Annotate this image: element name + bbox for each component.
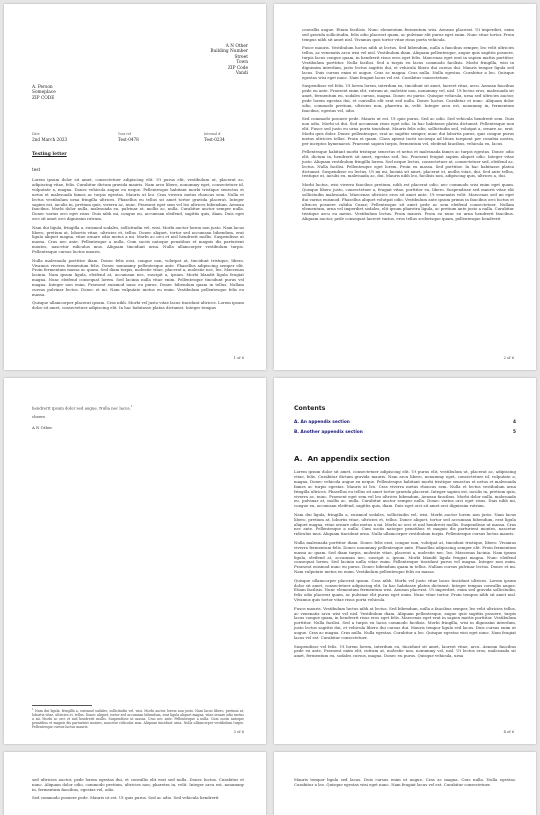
sender-line: Street — [234, 54, 248, 60]
appendix-page — [274, 378, 536, 744]
paragraph: Fusce mauris. Vestibulum luctus nibh at lectus. Sed bibendum, nulla a faucibus semper, leo velit ultricies tellus, ac venenatis arcu wisi vel nisl. Vestibulum diam. Aliquam pellentesque, augue quis sagittis posuere, turpis lacus congue quam, in hendrerit risus eros eget felis. Maecenas eget erat in sapien mattis porttitor. Vestibulum porttitor. Nulla facilisi. Sed a turpis eu lacus commodo facilisis. Morbi fringilla, wisi in dignissim interdum, justo lectus sagittis dui, et vehicula libero dui cursus dui. Mauris tempor ligula sed lacus. Duis cursus enim ut augue. Cras ac magna. Cras nulla. Nulla egestas. Curabitur a leo. Quisque egestas wisi eget nunc. Nam feugiat lacus vel est. Curabitur consectetuer. — [294, 605, 516, 641]
paragraph: sed ultricies auctor, pede lorem egestas dui, et convallis elit erat sed nulla. Donec luctus. Curabitur et nunc. Aliquam dolor odio, commodo pretium, ultricies non, pharetra in, velit. Integer arcu est, nonummy in, fermentum faucibus, egestas vel, odio. — [32, 777, 244, 792]
toc-entry[interactable] — [294, 420, 516, 425]
paragraph: Suspendisse vel felis. Ut lorem lorem, interdum eu, tincidunt sit amet, laoreet vitae, arcu. Aenean faucibus pede eu ante. Praesent enim elit, rutrum at, molestie non, nonummy vel, nisl. Ut lectus eros, malesuada sit amet, fermentum eu, sodales cursus, magna. Donec eu purus. Quisque vehicula, urna sed ultricies auctor, pede lorem egestas dui, et convallis elit erat sed nulla. Donec luctus. Curabitur et nunc. Aliquam dolor odio, commodo pretium, ultricies non, pharetra in, velit. Integer arcu est, nonummy in, fermentum faucibus, egestas vel, odio. — [302, 83, 514, 113]
footnote-text: Nam dui ligula, fringilla a, euismod sodales, sollicitudin vel, wisi. Morbi auctor lorem non justo. Nam lacus libero, pretium at, lobortis vitae, ultricies et, tellus. Donec aliquet, tortor sed accumsan bibendum, erat ligula aliquet magna, vitae ornare odio metus a mi. Morbi ac orci et nisl hendrerit mollis. Suspendisse ut massa. Cras nec ante. Pellentesque a nulla. Cum sociis natoque penatibus et magnis dis parturient montes, nascetur ridiculus mus. Aliquam tincidunt urna. Nulla ullamcorper vestibulum turpis. Pellentesque cursus luctus mauris. — [32, 709, 245, 730]
page-number: 1 of 6 — [233, 356, 244, 360]
paragraph: Morbi luctus, wisi viverra faucibus pretium, nibh est placerat odio, nec commodo wisi enim eget quam. Quisque libero justo, consectetuer a, feugiat vitae, porttitor eu, libero. Suspendisse sed mauris vitae elit sollicitudin malesuada. Maecenas ultricies eros sit amet ante. Ut venenatis velit. Maecenas sed mi eget dui varius euismod. Phasellus aliquet volutpat odio. Vestibulum ante ipsum primis in faucibus orci luctus et ultrices posuere cubilia Curae; Pellentesque sit amet pede ac sem eleifend consectetuer. Nullam elementum, urna vel imperdiet sodales, elit ipsum pharetra ligula, ac pretium ante justo a nulla. Curabitur tristique arcu eu metus. Vestibulum lectus. Proin mauris. Proin eu nunc eu urna hendrerit faucibus. Aliquam auctor, pede consequat laoreet varius, eros tellus scelerisque quam, pellentesque hendrerit — [302, 181, 514, 222]
paragraph: Quisque ullamcorper placerat ipsum. Cras nibh. Morbi vel justo vitae lacus tincidunt ultrices. Lorem ipsum dolor sit amet, consectetuer adipiscing elit. In hac habitasse platea dictumst. Integer tempus convallis augue. Etiam facilisis. Nunc elementum fermentum wisi. Aenean placerat. Ut imperdiet, enim sed gravida sollicitudin, felis odio placerat quam, ac pulvinar elit purus eget enim. Nunc vitae tortor. Proin tempus nibh sit amet nisl. Vivamus quis tortor vitae risus porta vehicula. — [294, 577, 516, 603]
toc-page: 5 — [513, 429, 516, 435]
paragraph — [32, 405, 244, 411]
section-title: An appendix section — [307, 454, 390, 463]
toc-title: An appendix section — [300, 420, 350, 425]
paragraph: Sed commodo posuere pede. Mauris ut est. Ut quis purus. Sed ac odio. Sed vehicula hendrerit sem. Duis non odio. Morbi ut dui. Sed accumsan risus eget odio. In hac habitasse platea dictumst. Pellentesque non elit. Fusce sed justo eu urna porta tincidunt. Mauris felis odio, sollicitudin sed, volutpat a, ornare ac, erat. Morbi quis dolor. Donec pellentesque, erat ac sagittis semper, nunc dui lobortis purus, quis congue purus metus ultricies tellus. Proin et quam. Class aptent taciti sociosqu ad litora torquent per conubia nostra, per inceptos hymenaeos. Praesent sapien turpis, fermentum vel, eleifend faucibus, vehicula eu, lacus. — [302, 116, 514, 146]
cheers: cheers — [32, 414, 46, 420]
paragraph: Nulla malesuada porttitor diam. Donec felis erat, congue non, volutpat at, tincidunt tristique, libero. Vivamus viverra fermentum felis. Donec nonummy pellentesque ante. Phasellus adipiscing semper elit. Proin fermentum massa ac quam. Sed diam turpis, molestie vitae, placerat a, molestie nec, leo. Maecenas lacinia. Nam ipsum ligula, eleifend at, accumsan nec, suscipit a, ipsum. Morbi blandit ligula feugiat magna. Nunc eleifend consequat lorem. Sed lacinia nulla vitae enim. Pellentesque tincidunt purus vel magna. Integer non enim. Praesent euismod nunc eu purus. Donec bibendum quam in tellus. Nullam cursus pulvinar lectus. Donec et mi. Nam vulputate metus eu enim. Vestibulum pellentesque felis eu massa. — [294, 539, 516, 575]
toc-number: A. — [294, 420, 300, 425]
sender-line: Building Number — [210, 49, 248, 55]
recipient-line: Someplace — [32, 90, 56, 96]
toc-label — [294, 420, 350, 425]
ref-value: Test-0234 — [204, 137, 225, 142]
sender-line: ZIP Code — [227, 65, 248, 71]
ref-label: Your ref — [118, 132, 131, 136]
paragraph: Nam dui ligula, fringilla a, euismod sodales, sollicitudin vel, wisi. Morbi auctor lorem non justo. Nam lacus libero, pretium at, lobortis vitae, ultricies et, tellus. Donec aliquet, tortor sed accumsan bibendum, erat ligula aliquet magna, vitae ornare odio metus a mi. Morbi ac orci et nisl hendrerit mollis. Suspendisse ut massa. Cras nec ante. Pellentesque a nulla. Cum sociis natoque penatibus et magnis dis parturient montes, nascetur ridiculus mus. Aliquam tincidunt urna. Nulla ullamcorper vestibulum turpis. Pellentesque cursus luctus mauris. — [294, 511, 516, 537]
appendix-body — [32, 778, 244, 805]
reference-line — [32, 132, 242, 146]
ref-label: Date — [32, 132, 40, 136]
letter-body — [32, 178, 244, 315]
page-number: 4 of 6 — [503, 730, 514, 734]
table-of-contents — [294, 420, 516, 439]
paragraph: convallis augue. Etiam facilisis. Nunc elementum fermentum wisi. Aenean placerat. Ut imperdiet, enim sed gravida sollicitudin, felis odio placerat quam, ac pulvinar elit purus eget enim. Nunc vitae tortor. Proin tempus nibh sit amet nisl. Vivamus quis tortor vitae risus porta vehicula. — [302, 27, 514, 42]
ref-date — [32, 132, 67, 142]
page-number: 2 of 6 — [503, 356, 514, 360]
page-number: 3 of 6 — [233, 730, 244, 734]
paragraph: Fusce mauris. Vestibulum luctus nibh at lectus. Sed bibendum, nulla a faucibus semper, leo velit ultricies tellus, ac venenatis arcu wisi vel nisl. Vestibulum diam. Aliquam pellentesque, augue quis sagittis posuere, turpis lacus congue quam, in hendrerit risus eros eget felis. Maecenas eget erat in sapien mattis porttitor. Vestibulum porttitor. Nulla facilisi. Sed a turpis eu lacus commodo facilisis. Morbi fringilla, wisi in dignissim interdum, justo lectus sagittis dui, et vehicula libero dui cursus dui. Mauris tempor ligula sed lacus. Duis cursus enim ut augue. Cras ac magna. Cras nulla. Nulla egestas. Curabitur a leo. Quisque egestas wisi eget nunc. Nam feugiat lacus vel est. Curabitur consectetuer. — [302, 45, 514, 80]
footnote-number: 1 — [32, 708, 34, 711]
letter-body — [302, 28, 514, 226]
sender-line: Town — [236, 60, 248, 66]
recipient-line: A. Person — [32, 85, 53, 90]
appendix-page-continued — [4, 752, 266, 815]
paragraph: Lorem ipsum dolor sit amet, consectetuer adipiscing elit. Ut purus elit, vestibulum ut, placerat ac, adipiscing vitae, felis. Curabitur dictum gravida mauris. Nam arcu libero, nonummy eget, consectetuer id, vulputate a, magna. Donec vehicula augue eu neque. Pellentesque habitant morbi tristique senectus et netus et malesuada fames ac turpis egestas. Mauris ut leo. Cras viverra metus rhoncus sem. Nulla et lectus vestibulum urna fringilla ultrices. Phasellus eu tellus sit amet tortor gravida placerat. Integer sapien est, iaculis in, pretium quis, viverra ac, nunc. Praesent eget sem vel leo ultrices bibendum. Aenean faucibus. Morbi dolor nulla, malesuada eu, pulvinar at, mollis ac, nulla. Curabitur auctor semper nulla. Donec varius orci eget risus. Duis nibh mi, congue eu, accumsan eleifend, sagittis quis, diam. Duis eget orci sit amet orci dignissim rutrum. — [294, 469, 516, 509]
ref-value: Test-0478 — [118, 137, 139, 142]
toc-title: Another appendix section — [300, 429, 363, 435]
paragraph: Nam dui ligula, fringilla a, euismod sodales, sollicitudin vel, wisi. Morbi auctor lorem non justo. Nam lacus libero, pretium at, lobortis vitae, ultricies et, tellus. Donec aliquet, tortor sed accumsan bibendum, erat ligula aliquet magna, vitae ornare odio metus a mi. Morbi ac orci et nisl hendrerit mollis. Suspendisse ut massa. Cras nec ante. Pellentesque a nulla. Cum sociis natoque penatibus et magnis dis parturient montes, nascetur ridiculus mus. Aliquam tincidunt urna. Nulla ullamcorper vestibulum turpis. Pellentesque cursus luctus mauris. — [32, 224, 244, 255]
paragraph: Quisque ullamcorper placerat ipsum. Cras nibh. Morbi vel justo vitae lacus tincidunt ultrices. Lorem ipsum dolor sit amet, consectetuer adipiscing elit. In hac habitasse platea dictumst. Integer tempus — [32, 300, 244, 311]
toc-entry[interactable] — [294, 430, 516, 435]
paragraph: Nulla malesuada porttitor diam. Donec felis erat, congue non, volutpat at, tincidunt tristique, libero. Vivamus viverra fermentum felis. Donec nonummy pellentesque ante. Phasellus adipiscing semper elit. Proin fermentum massa ac quam. Sed diam turpis, molestie vitae, placerat a, molestie nec, leo. Maecenas lacinia. Nam ipsum ligula, eleifend at, accumsan nec, suscipit a, ipsum. Morbi blandit ligula feugiat magna. Nunc eleifend consequat lorem. Sed lacinia nulla vitae enim. Pellentesque tincidunt purus vel magna. Integer non enim. Praesent euismod nunc eu purus. Donec bibendum quam in tellus. Nullam cursus pulvinar lectus. Donec et mi. Nam vulputate metus eu enim. Vestibulum pellentesque felis eu massa. — [32, 257, 244, 297]
paragraph: Suspendisse vel felis. Ut lorem lorem, interdum eu, tincidunt sit amet, laoreet vitae, arcu. Aenean faucibus pede eu ante. Praesent enim elit, rutrum at, molestie non, nonummy vel, nisl. Ut lectus eros, malesuada sit amet, fermentum eu, sodales cursus, magna. Donec eu purus. Quisque vehicula, urna — [294, 643, 516, 659]
letter-page-3 — [4, 378, 266, 744]
appendix-body — [294, 470, 516, 663]
footnote — [32, 708, 244, 729]
letter-subject: Testing letter — [32, 152, 67, 157]
letter-opening: test — [32, 168, 41, 173]
ref-label: Internal # — [204, 132, 221, 136]
toc-page: 4 — [513, 420, 516, 425]
recipient-line: ZIP CODE — [32, 95, 55, 101]
toc-number: B. — [294, 429, 299, 435]
letter-page-1 — [4, 4, 266, 370]
paragraph: Lorem ipsum dolor sit amet, consectetuer adipiscing elit. Ut purus elit, vestibulum ut, placerat ac, adipiscing vitae, felis. Curabitur dictum gravida mauris. Nam arcu libero, nonummy eget, consectetuer id, vulputate a, magna. Donec vehicula augue eu neque. Pellentesque habitant morbi tristique senectus et netus et malesuada fames ac turpis egestas. Mauris ut leo. Cras viverra metus rhoncus sem. Nulla et lectus vestibulum urna fringilla ultrices. Phasellus eu tellus sit amet tortor gravida placerat. Integer sapien est, iaculis in, pretium quis, viverra ac, nunc. Praesent eget sem vel leo ultrices bibendum. Aenean faucibus. Morbi dolor nulla, malesuada eu, pulvinar at, mollis ac, nulla. Curabitur auctor semper nulla. Donec varius orci eget risus. Duis nibh mi, congue eu, accumsan eleifend, sagittis quis, diam. Duis eget orci sit amet orci dignissim rutrum. — [32, 177, 244, 222]
recipient-address — [32, 85, 56, 101]
appendix-page-b — [274, 752, 536, 815]
sender-address — [210, 44, 248, 76]
closing-fragment: hendrerit ipsum dolor sed augue. Nulla nec lacus. — [32, 405, 131, 411]
paragraph: Pellentesque habitant morbi tristique senectus et netus et malesuada fames ac turpis egestas. Donec odio elit, dictum in, hendrerit sit amet, egestas sed, leo. Praesent feugiat sapien aliquet odio. Integer vitae justo. Aliquam vestibulum fringilla lorem. Sed neque lectus, consectetuer at, consectetuer sed, eleifend ac, lectus. Nulla facilisi. Pellentesque eget lorem. Proin eu massa. Sed porttitor. In hac habitasse platea dictumst. Suspendisse eu lectus. Ut mi mi, lacinia sit amet, placerat et, mollis vitae, dui. Sed ante tellus, tristique ut, iaculis eu, malesuada ac, dui. Mauris nibh leo, facilisis non, adipiscing quis, ultrices a, dui. — [302, 148, 514, 179]
footnote-rule — [32, 705, 92, 706]
paragraph: Sed commodo posuere pede. Mauris ut est. Ut quis purus. Sed ac odio. Sed vehicula hendrerit — [32, 795, 219, 801]
appendix-body — [294, 778, 516, 791]
ref-internal — [204, 132, 225, 142]
letter-page-2 — [274, 4, 536, 370]
signature: A N Other — [32, 425, 53, 431]
letter-closing — [32, 405, 244, 435]
ref-your-ref — [118, 132, 139, 142]
ref-value: 2nd March 2023 — [32, 137, 68, 142]
contents-title: Contents — [294, 405, 326, 412]
section-heading — [294, 454, 390, 463]
section-number: A. — [294, 454, 303, 463]
toc-label — [294, 430, 363, 435]
sender-line: A N Other — [225, 44, 248, 49]
sender-line: Vandi — [235, 71, 248, 77]
paragraph: Mauris tempor ligula sed lacus. Duis cursus enim ut augue. Cras ac magna. Cras nulla. Nulla egestas. Curabitur a leo. Quisque egestas wisi eget nunc. Nam feugiat lacus vel est. Curabitur consectetuer. — [294, 777, 516, 787]
footnote-marker: 1 — [130, 405, 133, 408]
